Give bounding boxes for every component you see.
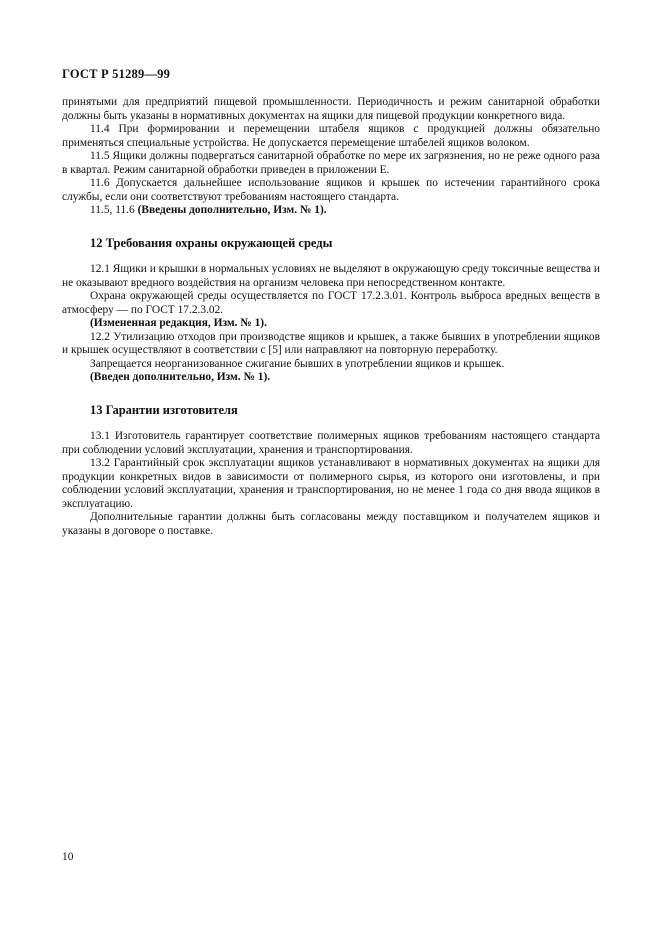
paragraph-13-2: 13.2 Гарантийный срок эксплуатации ящиков устанавливают в нормативных документах на ящики для продукции конкретных видов в зависимости от полимерного сырья, из которого они изготовлены, и при соблюдении условий эксплуатации, хранения и транспортирования, но не менее 1 года со дня ввода ящиков в эксплуатацию. xyxy=(62,457,600,510)
amendment-clause-numbers: 11.5, 11.6 xyxy=(90,204,135,216)
paragraph-11-4: 11.4 При формировании и перемещении штабеля ящиков с продукцией должны обязательно применяться специальные устройства. Не допускается перемещение штабелей ящиков волоком. xyxy=(62,123,600,149)
paragraph-12-1-second: Охрана окружающей среды осуществляется по ГОСТ 17.2.3.01. Контроль выброса вредных веществ в атмосферу — по ГОСТ 17.2.3.02. xyxy=(62,290,600,316)
document-header: ГОСТ Р 51289—99 xyxy=(62,67,171,81)
paragraph-11-6: 11.6 Допускается дальнейшее использование ящиков и крышек по истечении гарантийного срока службы, если они соответствуют требованиям настоящего стандарта. xyxy=(62,177,600,203)
paragraph-13-1: 13.1 Изготовитель гарантирует соответствие полимерных ящиков требованиям настоящего стандарта при соблюдении условий эксплуатации, хранения и транспортирования. xyxy=(62,430,600,456)
amendment-note: (Введены дополнительно, Изм. № 1). xyxy=(137,204,327,216)
section-12-title: 12 Требования охраны окружающей среды xyxy=(90,235,333,250)
paragraph-12-2: 12.2 Утилизацию отходов при производстве ящиков и крышек, а также бывших в употреблении ящиков и крышек осуществляют в соответствии с [5] или направляют на повторную переработку. xyxy=(62,330,600,356)
paragraph-continuation: принятыми для предприятий пищевой промышленности. Периодичность и режим санитарной обработки должны быть указаны в нормативных документах на ящики для пищевой продукции конкретного вида. xyxy=(62,96,600,122)
paragraph-12-2-second: Запрещается неорганизованное сжигание бывших в употреблении ящиков и крышек. xyxy=(90,357,505,370)
paragraph-13-3: Дополнительные гарантии должны быть согласованы между поставщиком и получателем ящиков и указаны в договоре о поставке. xyxy=(62,511,600,537)
page-number: 10 xyxy=(62,851,74,863)
paragraph-12-1: 12.1 Ящики и крышки в нормальных условиях не выделяют в окружающую среду токсичные вещества и не оказывают вредного воздействия на организм человека при непосредственном контакте. xyxy=(62,263,601,289)
paragraph-11-5: 11.5 Ящики должны подвергаться санитарной обработке по мере их загрязнения, но не реже одного раза в квартал. Режим санитарной обработки приведен в приложении Е. xyxy=(62,150,600,176)
section-13-title: 13 Гарантии изготовителя xyxy=(90,402,238,417)
amendment-note-12-1: (Измененная редакция, Изм. № 1). xyxy=(90,317,267,329)
amendment-note-12-2: (Введен дополнительно, Изм. № 1). xyxy=(90,371,271,383)
document-body xyxy=(62,96,600,538)
amendment-line-11-5-11-6 xyxy=(62,204,600,218)
